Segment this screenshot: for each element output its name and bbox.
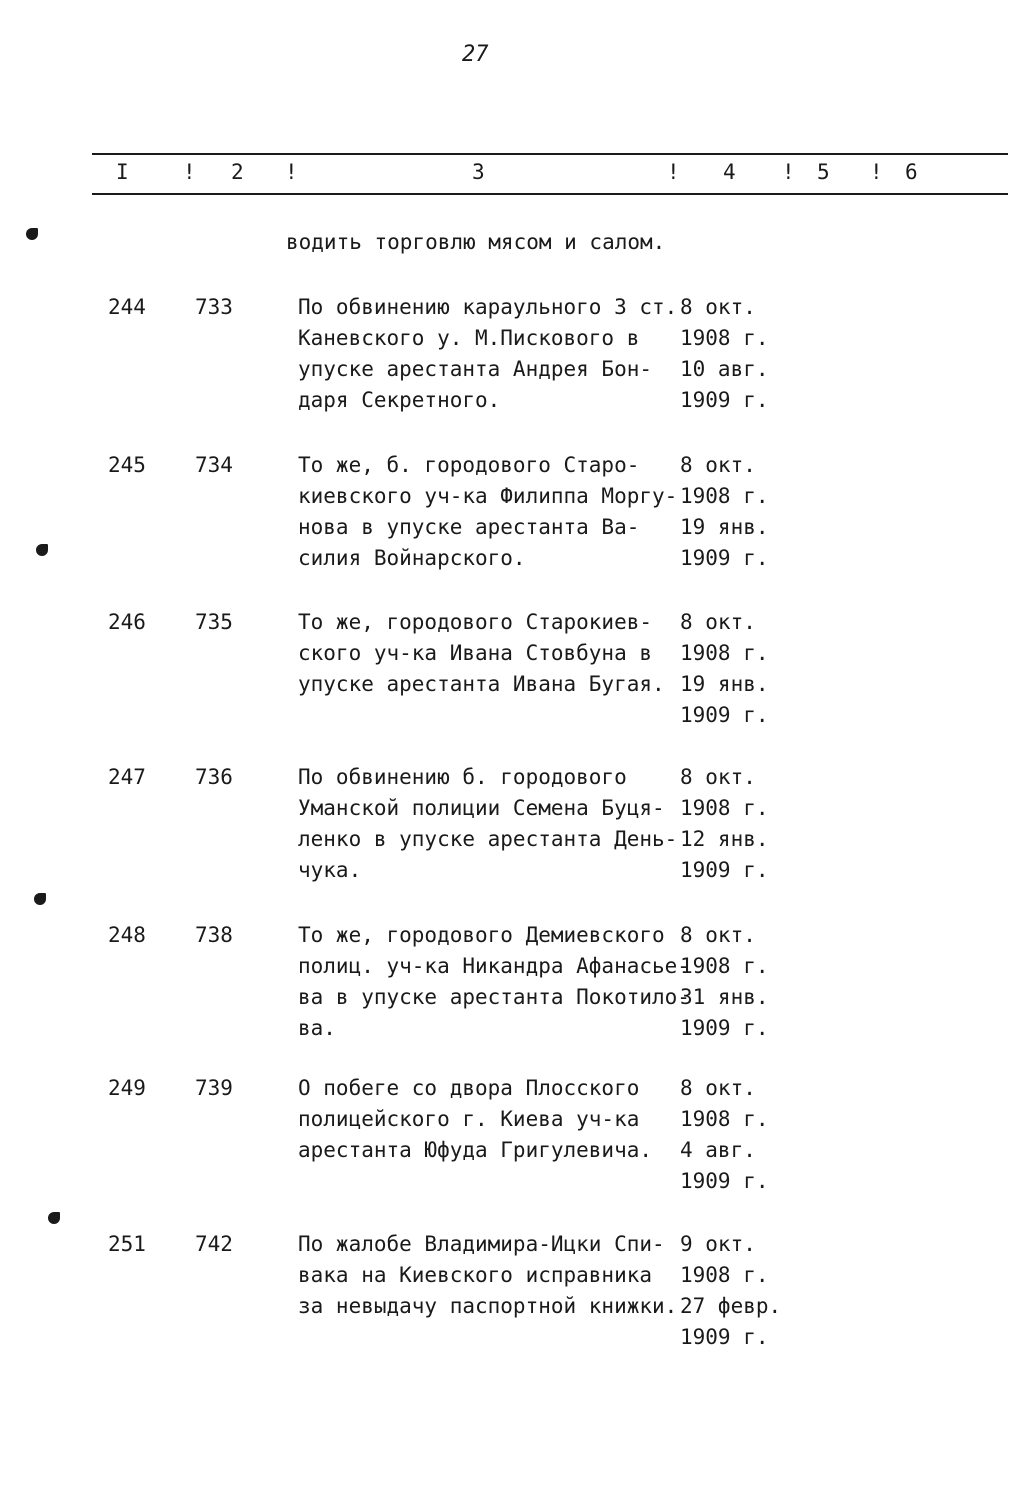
date-line: 8 окт. <box>680 923 756 947</box>
description-line: ского уч-ка Ивана Стовбуна в <box>298 641 653 665</box>
entry-dates <box>680 292 800 416</box>
description-line: То же, городового Старокиев- <box>298 610 653 634</box>
header-top-rule <box>92 153 1008 155</box>
entry-dates <box>680 607 800 731</box>
entry-file-code: 734 <box>195 453 233 477</box>
date-line: 1909 г. <box>680 703 769 727</box>
description-line: По обвинению караульного 3 ст. <box>298 295 678 319</box>
header-separator: ! <box>782 160 795 184</box>
entry-description <box>298 292 688 416</box>
header-col-3: 3 <box>472 160 485 184</box>
entry-number: 248 <box>108 923 146 947</box>
description-line: упуске арестанта Ивана Бугая. <box>298 672 665 696</box>
page-number: 27 <box>462 42 489 67</box>
date-line: 1909 г. <box>680 388 769 412</box>
description-line: О побеге со двора Плосского <box>298 1076 640 1100</box>
date-line: 10 авг. <box>680 357 769 381</box>
header-separator: ! <box>667 160 680 184</box>
header-separator: ! <box>285 160 298 184</box>
header-col-2: 2 <box>231 160 244 184</box>
date-line: 19 янв. <box>680 672 769 696</box>
description-line: упуске арестанта Андрея Бон- <box>298 357 653 381</box>
entry-number: 247 <box>108 765 146 789</box>
description-line: полиц. уч-ка Никандра Афанасье- <box>298 954 690 978</box>
description-line: силия Войнарского. <box>298 546 526 570</box>
header-col-6: 6 <box>905 160 918 184</box>
description-line: ва. <box>298 1016 336 1040</box>
entry-file-code: 742 <box>195 1232 233 1256</box>
entry-description <box>298 607 688 700</box>
entry-file-code: 736 <box>195 765 233 789</box>
header-separator: ! <box>870 160 883 184</box>
date-line: 1909 г. <box>680 858 769 882</box>
description-line: Каневского у. М.Пискового в <box>298 326 640 350</box>
date-line: 1908 г. <box>680 641 769 665</box>
entry-dates <box>680 762 800 886</box>
description-line: киевского уч-ка Филиппа Моргу- <box>298 484 678 508</box>
date-line: 9 окт. <box>680 1232 756 1256</box>
date-line: 1908 г. <box>680 1263 769 1287</box>
punch-hole-mark <box>34 893 46 905</box>
description-line: По обвинению б. городового <box>298 765 627 789</box>
header-bottom-rule <box>92 193 1008 195</box>
date-line: 31 янв. <box>680 985 769 1009</box>
date-line: 27 февр. <box>680 1294 782 1318</box>
entry-description <box>298 450 688 574</box>
entry-number: 246 <box>108 610 146 634</box>
entry-description <box>298 762 688 886</box>
punch-hole-mark <box>26 228 38 240</box>
description-line: Уманской полиции Семена Буця- <box>298 796 665 820</box>
header-col-5: 5 <box>817 160 830 184</box>
date-line: 1909 г. <box>680 1169 769 1193</box>
header-separator: ! <box>183 160 196 184</box>
date-line: 8 окт. <box>680 295 756 319</box>
date-line: 19 янв. <box>680 515 769 539</box>
column-header-row <box>0 160 1024 186</box>
entry-description <box>298 1229 688 1322</box>
date-line: 1908 г. <box>680 484 769 508</box>
entry-dates <box>680 1229 800 1353</box>
continuation-text: водить торговлю мясом и салом. <box>286 230 666 254</box>
date-line: 1909 г. <box>680 1325 769 1349</box>
description-line: арестанта Юфуда Григулевича. <box>298 1138 653 1162</box>
date-line: 8 окт. <box>680 453 756 477</box>
description-line: полицейского г. Киева уч-ка <box>298 1107 640 1131</box>
description-line: вака на Киевского исправника <box>298 1263 653 1287</box>
description-line: ленко в упуске арестанта День- <box>298 827 678 851</box>
punch-hole-mark <box>48 1212 60 1224</box>
date-line: 12 янв. <box>680 827 769 851</box>
date-line: 1908 г. <box>680 954 769 978</box>
entry-description <box>298 920 688 1044</box>
entry-number: 249 <box>108 1076 146 1100</box>
entry-dates <box>680 450 800 574</box>
date-line: 1908 г. <box>680 1107 769 1131</box>
description-line: То же, городового Демиевского <box>298 923 665 947</box>
description-line: нова в упуске арестанта Ва- <box>298 515 640 539</box>
date-line: 1908 г. <box>680 326 769 350</box>
description-line: за невыдачу паспортной книжки. <box>298 1294 678 1318</box>
date-line: 8 окт. <box>680 1076 756 1100</box>
date-line: 1909 г. <box>680 546 769 570</box>
date-line: 1909 г. <box>680 1016 769 1040</box>
description-line: То же, б. городового Старо- <box>298 453 640 477</box>
entry-file-code: 735 <box>195 610 233 634</box>
description-line: чука. <box>298 858 362 882</box>
description-line: ва в упуске арестанта Покотило- <box>298 985 690 1009</box>
entry-file-code: 733 <box>195 295 233 319</box>
entry-file-code: 738 <box>195 923 233 947</box>
description-line: По жалобе Владимира-Ицки Спи- <box>298 1232 665 1256</box>
date-line: 8 окт. <box>680 610 756 634</box>
entry-dates <box>680 920 800 1044</box>
entry-number: 244 <box>108 295 146 319</box>
date-line: 8 окт. <box>680 765 756 789</box>
entry-number: 245 <box>108 453 146 477</box>
header-col-1: I <box>116 160 129 184</box>
date-line: 4 авг. <box>680 1138 756 1162</box>
entry-dates <box>680 1073 800 1197</box>
punch-hole-mark <box>36 544 48 556</box>
date-line: 1908 г. <box>680 796 769 820</box>
entry-description <box>298 1073 688 1166</box>
description-line: даря Секретного. <box>298 388 501 412</box>
entry-number: 251 <box>108 1232 146 1256</box>
header-col-4: 4 <box>723 160 736 184</box>
entry-file-code: 739 <box>195 1076 233 1100</box>
